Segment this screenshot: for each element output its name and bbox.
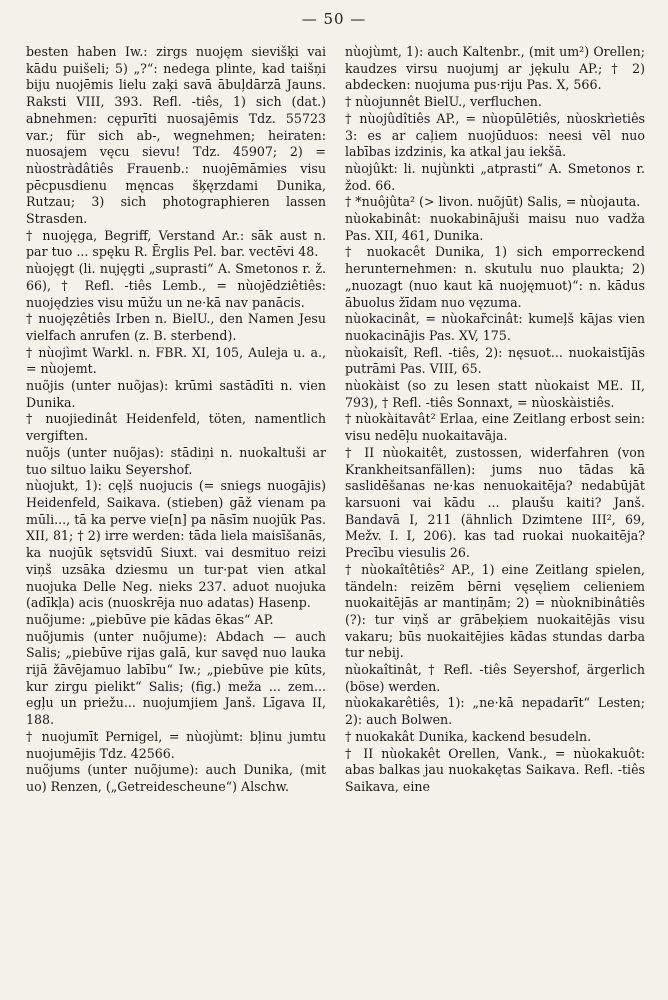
entry-nuojuta: † *nuôjûta² (> livon. nuõjūt) Salis, = nùojauta. <box>345 194 641 210</box>
entry-nuokaitet: † II nùokaitêt, zustossen, widerfahren (von Krankheitsanfällen): jums nuo tādas kā saslidēšanas ne·kas nenuokaitēja? nedabūjāt karsuoni vai kādu ... plaušu kaiti? Janš. Bandavā I, 211 (ähnlich Dzimtene III², 69, Mežv. I. I, 206). kas tad ruokai nuokaitēja? Precību viesulis 26. <box>345 444 645 561</box>
entry-nuojumit: † nuojumīt Pernigel, = nùojùmt: bļinu jumtu nuojumējis Tdz. 42566. <box>26 728 326 761</box>
entry-nuokabinat: nùokabinât: nuokabinājuši maisu nuo vadža Pas. XII, 461, Dunika. <box>345 211 645 243</box>
entry-nuojimt: † nùojìmt Warkl. n. FBR. XI, 105, Auleja u. a., = nùojemt. <box>26 344 326 377</box>
entry-nuojukt-right: nùojûkt: li. nujùnkti „atprasti“ A. Smetonos r. žod. 66. <box>345 160 645 193</box>
entry-nuokacinat: nùokacinât, = nùokar̃cinât: kumeļš kājas vien nuokacinājis Pas. XV, 175. <box>345 311 645 343</box>
entry-nuokakareties: nùokakarêtiês, 1): „ne·kā nepadarīt“ Lesten; 2): auch Bolwen. <box>345 695 645 728</box>
entry-nuojis: nuõjis (unter nuõjas): krūmi sastādīti n. vien Dunika. <box>26 378 326 410</box>
entry-nuojums: nuõjums (unter nuõjume): auch Dunika, (mit uo) Renzen, („Getreidescheune“) Alschw. <box>26 762 326 794</box>
left-column <box>26 44 326 796</box>
entry-nuokakat: † nuokakât Dunika, kackend besudeln. <box>345 728 592 744</box>
entry-nuokaist: nùokàist (so zu lesen statt nùokaist ME. II, 793), † Refl. -tiês Sonnaxt, = nùoskàistiês. <box>345 378 645 410</box>
entry-nuokaitinat: nùokaîtinât, † Refl. -tiês Seyershof, ärgerlich (böse) werden. <box>345 662 645 694</box>
entry-nuojega: † nuojęga, Begriff, Verstand Ar.: sāk aust n. par tuo ... spęku R. Ērglis Pel. bar. vectēvi 48. <box>26 227 326 260</box>
entry-nuojemt-cont: besten haben Iw.: zirgs nuojęm sievišķi vai kādu puišeli; 5) „?“: nedega plinte, kad taišņi biju nuojēmis lielu zaķi savā ābuļdārzā Jauns. Raksti VIII, 393. Refl. -tiês, 1) sich (dat.) abnehmen: cępurīti nuosajēmis Tdz. 55723 var.; für sich ab-, wegnehmen; heiraten: nuosajem vęcu sievu! Tdz. 45907; 2) = nùostràdâtiês Frauenb.: nuojēmāmies visu pēcpusdienu męncas šķęrzdami Dunika, Rutzau; 3) sich photographieren lassen Strasden. <box>26 44 326 227</box>
right-column <box>345 44 645 796</box>
entry-nuojezeties: † nuojęzêtiês Irben n. BielU., den Namen Jesu vielfach anrufen (z. B. sterbend). <box>26 311 326 343</box>
entry-nuojunnet: † nùojunnêt BielU., verfluchen. <box>345 94 542 110</box>
entry-nuokaisit: nùokaisît, Refl. -tiês, 2): nęsuot... nuokaistījās putrāmi Pas. VIII, 65. <box>345 344 645 377</box>
entry-nuokaiteties: † nùokaîtêtiês² AP., 1) eine Zeitlang spielen, tändeln: reizēm bērni vęsęliem celieniem nuokaitējās ar mantiņām; 2) = nùoknibinâtiês (?): tur viņš ar grābeķiem nuokaitējās visu vakaru; būs nuokaitējies kādas stundas darba tur nebij. <box>345 561 645 661</box>
entry-nuojukt: nùojukt, 1): cęļš nuojucis (= sniegs nuogājis) Heidenfeld, Saikava. (stieben) gāž vienam pa mūli..., tā ka perve vie[n] pa nāsīm nuojūk Pas. XII, 81; † 2) irre werden: tāda liela maisīšanās, ka nuojūk sętsvidū Siuxt. vai desmituo reizi viņš uzsāka dziesmu un tur·pat vien atkal nuojuka Delle Neg. nieks 237. aduot nuojuka (adīkļa) acis (nuoskrēja nuo adatas) Hasenp. <box>26 478 326 611</box>
entry-nuokaket: † II nùokakêt Orellen, Vank., = nùokakuôt: abas balkas jau nuokakętas Saikava. Refl. -tiês Saikava, eine <box>345 745 645 794</box>
entry-nuokaitavat: † nùokàitavât² Erlaa, eine Zeitlang erbost sein: visu nedēļu nuokaitavāja. <box>345 411 645 444</box>
entry-nuojiedinat: † nuojiedinât Heidenfeld, töten, namentlich vergiften. <box>26 411 326 444</box>
entry-nuojs: nuõjs (unter nuõjas): stādiņi n. nuokaltuši ar tuo siltuo laiku Seyershof. <box>26 444 326 477</box>
entry-nuojumis: nuõjumis (unter nuõjume): Abdach — auch Salis; „piebūve rijas galā, kur savęd nuo lauka rijā žāvējamuo labību“ Iw.; „piebūve pie kūts, kur zirgu pielikt“ Salis; (fig.) meža ... zem... egļu un priežu... nuojumjiem Janš. Līgava II, 188. <box>26 628 326 728</box>
page-number: — 50 — <box>301 10 367 28</box>
entry-nuojegt: nùojęgt (li. nujęgti „suprasti“ A. Smetonos r. ž. 66), † Refl. -tiês Lemb., = nùojēdziêtiês: nuojędzies visu mūžu un ne·kā nav panācis. <box>26 261 326 310</box>
entry-nuokacet: † nuokacêt Dunika, 1) sich emporreckend herunternehmen: n. skutulu nuo plaukta; 2) „nuozagt (nuo kaut kā nuojęmuot)“: n. kādus ābuolus žīdam nuo vęzuma. <box>345 244 645 310</box>
entry-nuojumt: nùojùmt, 1): auch Kaltenbr., (mit um²) Orellen; kaudzes virsu nuojumj ar jękulu AP.; † 2) abdecken: nuojuma pus·riju Pas. X, 566. <box>345 44 645 93</box>
entry-nuojudities: † nùojûdîtiês AP., = nùopūlētiês, nùoskrìetiês 3: es ar caļiem nuojūduos: neesi vēl nuo labības izdzinis, ka atkal jau iekšā. <box>345 110 645 160</box>
entry-nuojume: nuõjume: „piebūve pie kādas ēkas“ AP. <box>26 611 274 627</box>
